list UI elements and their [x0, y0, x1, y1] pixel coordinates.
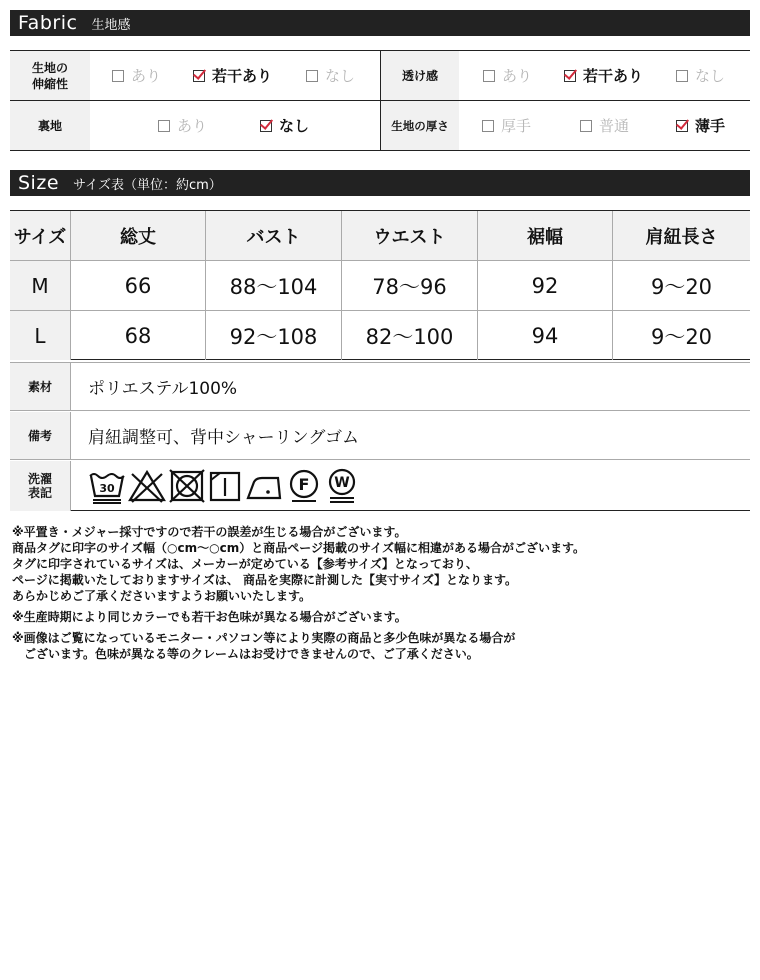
lining-label-text: 裏地 [37, 118, 62, 133]
washing-row [10, 461, 750, 511]
checked-checkbox-icon [564, 70, 576, 82]
fabric-table [10, 50, 750, 151]
table-cell: 78〜96 [342, 261, 478, 310]
checkbox-icon [580, 120, 592, 132]
note-line: ございます。色味が異なる等のクレームはお受けできませんので、ご了承ください。 [12, 647, 479, 661]
option-label: 若干あり [212, 67, 273, 85]
table-row [10, 311, 750, 360]
option-label: なし [325, 67, 356, 85]
fabric-header-title: Fabric [18, 12, 78, 34]
care-symbols [88, 467, 360, 505]
note-line: ページに掲載いたしておりますサイズは、 商品を実際に計測した【実寸サイズ】となります。 [12, 573, 518, 587]
thickness-option-thin [676, 101, 725, 150]
iron-low-icon [244, 468, 284, 504]
info-table [10, 362, 750, 511]
note-line: ※生産時期により同じカラーでも若干お色味が異なる場合がございます。 [12, 610, 407, 624]
column-header: バスト [206, 211, 342, 260]
sheer-label-text: 透け感 [401, 68, 438, 83]
remarks-row [10, 412, 750, 460]
checkbox-icon [158, 120, 170, 132]
option-label: 厚手 [501, 117, 532, 135]
material-label: 素材 [10, 363, 71, 410]
checked-checkbox-icon [676, 120, 688, 132]
note-line: タグに印字されているサイズは、メーカーが定めている【参考サイズ】となっており、 [12, 557, 478, 571]
checkbox-icon [483, 70, 495, 82]
table-cell: M [10, 261, 71, 310]
table-cell: 88〜104 [206, 261, 342, 310]
table-cell: 9〜20 [650, 274, 713, 299]
checkbox-icon [306, 70, 318, 82]
size-table [10, 210, 750, 360]
stretch-label-line2: 伸縮性 [31, 76, 68, 91]
option-label: あり [177, 117, 208, 135]
fabric-header [10, 10, 750, 36]
table-row [10, 261, 750, 311]
line-dry-shade-icon [208, 468, 242, 504]
fabric-divider [380, 51, 381, 151]
size-table-header-row [10, 211, 750, 261]
sheer-label [381, 51, 459, 100]
table-cell: 92〜108 [206, 311, 342, 360]
table-cell: 9〜20 [650, 324, 713, 349]
checked-checkbox-icon [260, 120, 272, 132]
checkbox-icon [482, 120, 494, 132]
table-cell: 94 [478, 311, 613, 360]
wet-clean-w-icon [324, 468, 360, 504]
option-label: あり [502, 67, 533, 85]
note-line: 商品タグに印字のサイズ幅（○cm〜○cm）と商品ページ掲載のサイズ幅に相違がある場合がございます。 [12, 541, 586, 555]
fabric-header-subtitle: 生地感 [91, 17, 131, 33]
stretch-option-none-extra [112, 51, 161, 100]
material-row [10, 363, 750, 411]
column-header: 裾幅 [478, 211, 613, 260]
stretch-option-none [306, 51, 355, 100]
column-header: 肩紐長さ [613, 211, 750, 260]
checkbox-icon [676, 70, 688, 82]
table-cell: 68 [71, 311, 206, 360]
wet-clean-letter: W [334, 475, 350, 491]
thickness-option-normal [580, 101, 629, 150]
sheer-option-slight [564, 51, 643, 100]
note-line: ※画像はご覧になっているモニター・パソコン等により実際の商品と多少色味が異なる場合が [12, 631, 516, 645]
remarks-value: 肩紐調整可、背中シャーリングゴム [88, 428, 359, 448]
table-cell: 92 [478, 261, 613, 310]
option-label: 若干あり [583, 67, 644, 85]
stretch-label-line1: 生地の [31, 60, 68, 75]
remarks-label: 備考 [10, 412, 71, 459]
stretch-option-slight [193, 51, 272, 100]
lining-option-yes [158, 101, 207, 150]
no-bleach-icon [128, 468, 166, 504]
notes [12, 524, 748, 662]
material-value: ポリエステル100% [88, 379, 238, 399]
lining-option-none [260, 101, 309, 150]
table-cell: 66 [71, 261, 206, 310]
lining-label [10, 101, 90, 150]
size-header [10, 170, 750, 196]
option-label: 普通 [599, 117, 630, 135]
thickness-option-thick [482, 101, 531, 150]
note-line: ※平置き・メジャー採寸ですので若干の誤差が生じる場合がございます。 [12, 525, 407, 539]
washing-label-line1: 洗濯 [27, 472, 52, 486]
wash-30-icon [88, 468, 126, 504]
column-header: サイズ [10, 211, 71, 260]
wash-temp-text: 30 [99, 482, 115, 495]
checkbox-icon [112, 70, 124, 82]
size-header-subtitle: サイズ表（単位：約cm） [73, 177, 222, 193]
column-header: ウエスト [342, 211, 478, 260]
option-label: 薄手 [695, 117, 726, 135]
option-label: なし [279, 117, 310, 135]
option-label: あり [131, 67, 162, 85]
option-label: なし [695, 67, 726, 85]
dry-clean-letter: F [298, 475, 310, 494]
no-tumble-dry-icon [168, 468, 206, 504]
checked-checkbox-icon [193, 70, 205, 82]
table-cell: L [10, 311, 71, 360]
washing-label [10, 461, 71, 511]
sheer-option-yes [483, 51, 532, 100]
thickness-label-text: 生地の厚さ [391, 118, 449, 133]
sheer-option-none [676, 51, 725, 100]
note-line: あらかじめご了承くださいますようお願いいたします。 [12, 589, 312, 603]
size-header-title: Size [18, 172, 60, 194]
stretch-label [10, 51, 90, 100]
thickness-label [381, 101, 459, 150]
washing-label-line2: 表記 [27, 486, 52, 500]
dry-clean-f-icon [286, 468, 322, 504]
column-header: 総丈 [71, 211, 206, 260]
table-cell: 82〜100 [342, 311, 478, 360]
